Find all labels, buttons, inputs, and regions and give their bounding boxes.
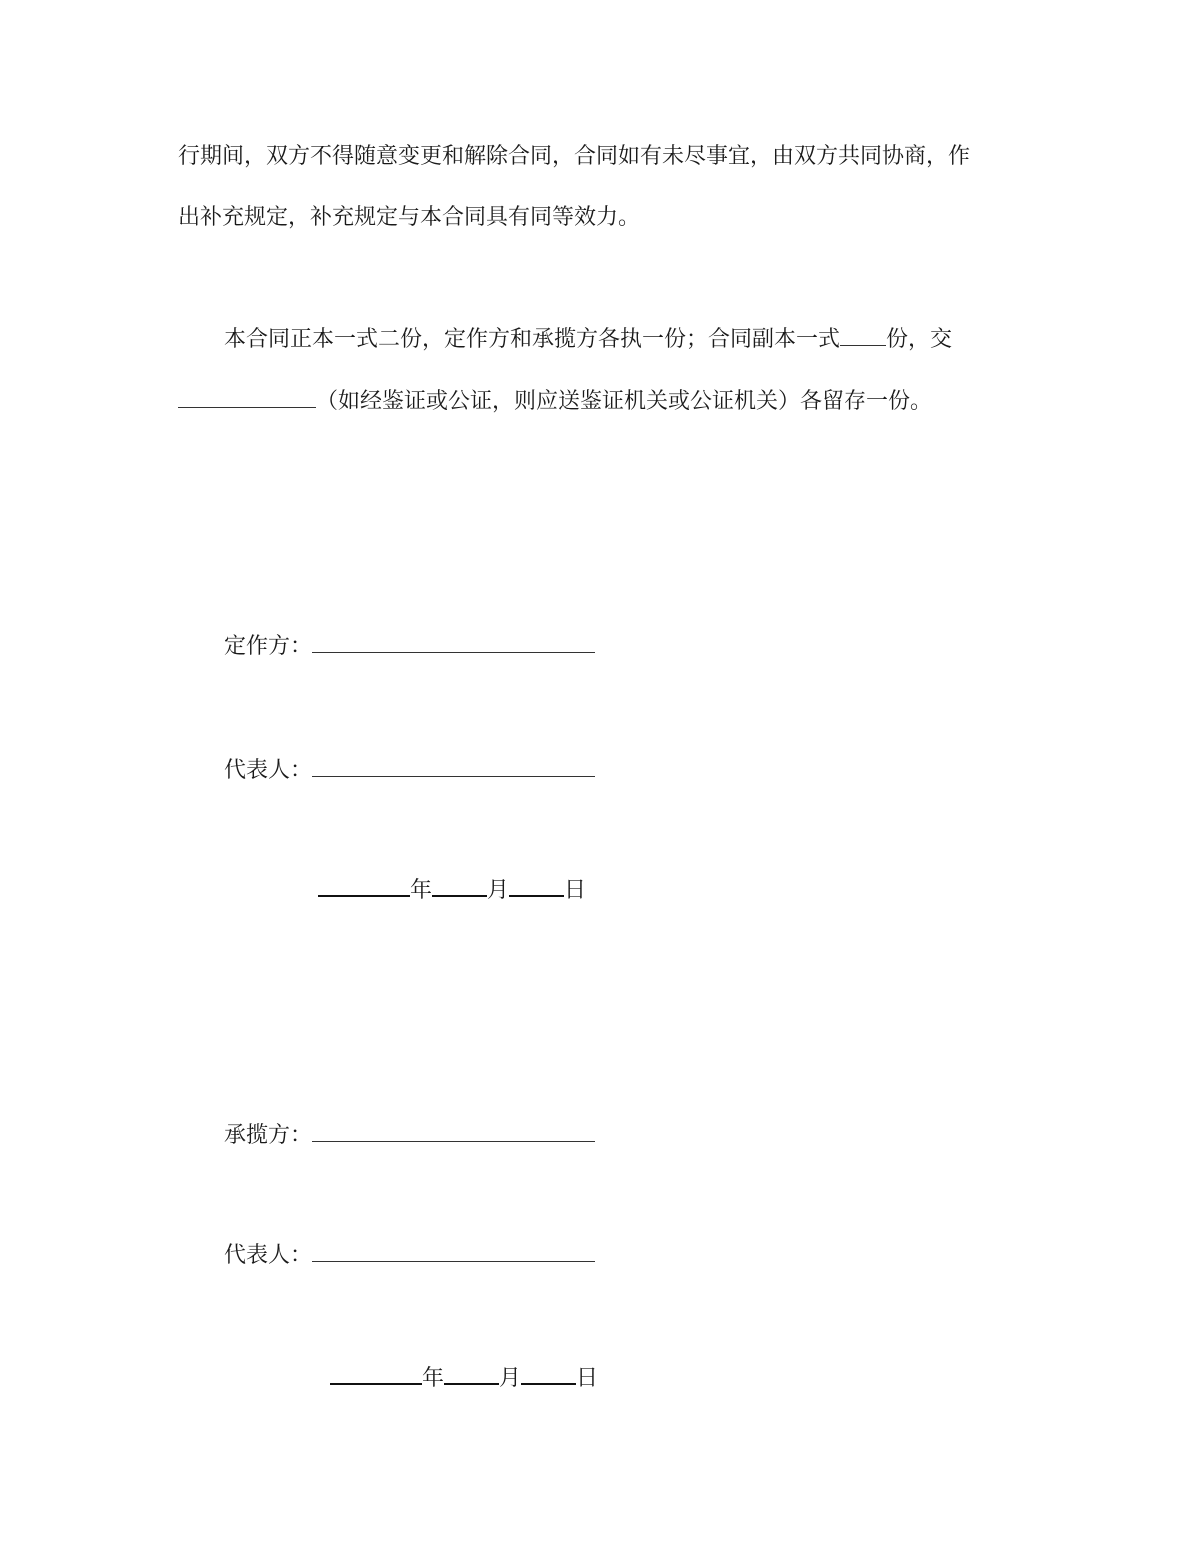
party-a-rep-row bbox=[224, 756, 595, 786]
party-b-row bbox=[224, 1121, 595, 1151]
party-a-day-label: 日 bbox=[564, 878, 587, 903]
party-b-year-blank[interactable] bbox=[330, 1363, 422, 1385]
party-a-name-blank[interactable] bbox=[312, 632, 595, 653]
party-b-rep-row bbox=[224, 1241, 595, 1271]
paragraph-2-line-2 bbox=[178, 387, 932, 417]
party-a-day-blank[interactable] bbox=[509, 875, 564, 897]
party-b-month-blank[interactable] bbox=[444, 1363, 499, 1385]
party-a-year-label: 年 bbox=[410, 878, 433, 903]
paragraph-1-line-2: 出补充规定，补充规定与本合同具有同等效力。 bbox=[178, 205, 641, 230]
party-a-label: 定作方： bbox=[224, 634, 313, 659]
party-b-name-blank[interactable] bbox=[312, 1121, 595, 1142]
copies-text-end: 份，交 bbox=[886, 327, 953, 352]
copies-count-blank[interactable] bbox=[840, 325, 886, 346]
party-b-year-label: 年 bbox=[422, 1366, 445, 1391]
party-b-label: 承揽方： bbox=[224, 1123, 313, 1148]
recipient-blank[interactable] bbox=[178, 387, 316, 408]
party-b-day-label: 日 bbox=[576, 1366, 599, 1391]
party-a-rep-label: 代表人： bbox=[224, 758, 313, 783]
party-b-rep-blank[interactable] bbox=[312, 1241, 595, 1262]
copies-text: 本合同正本一式二份，定作方和承揽方各执一份；合同副本一式 bbox=[224, 327, 841, 352]
party-a-year-blank[interactable] bbox=[318, 875, 410, 897]
party-a-rep-blank[interactable] bbox=[312, 756, 595, 777]
party-b-day-blank[interactable] bbox=[521, 1363, 576, 1385]
recipient-note: （如经鉴证或公证，则应送鉴证机关或公证机关）各留存一份。 bbox=[316, 389, 933, 414]
party-a-month-label: 月 bbox=[487, 878, 510, 903]
party-a-date-row bbox=[318, 875, 586, 906]
paragraph-2-line-1 bbox=[224, 325, 952, 355]
party-b-date-row bbox=[330, 1363, 598, 1394]
party-b-month-label: 月 bbox=[499, 1366, 522, 1391]
paragraph-1-line-1: 行期间，双方不得随意变更和解除合同，合同如有未尽事宜，由双方共同协商，作 bbox=[178, 144, 971, 169]
party-a-month-blank[interactable] bbox=[432, 875, 487, 897]
party-b-rep-label: 代表人： bbox=[224, 1243, 313, 1268]
party-a-row bbox=[224, 632, 595, 662]
